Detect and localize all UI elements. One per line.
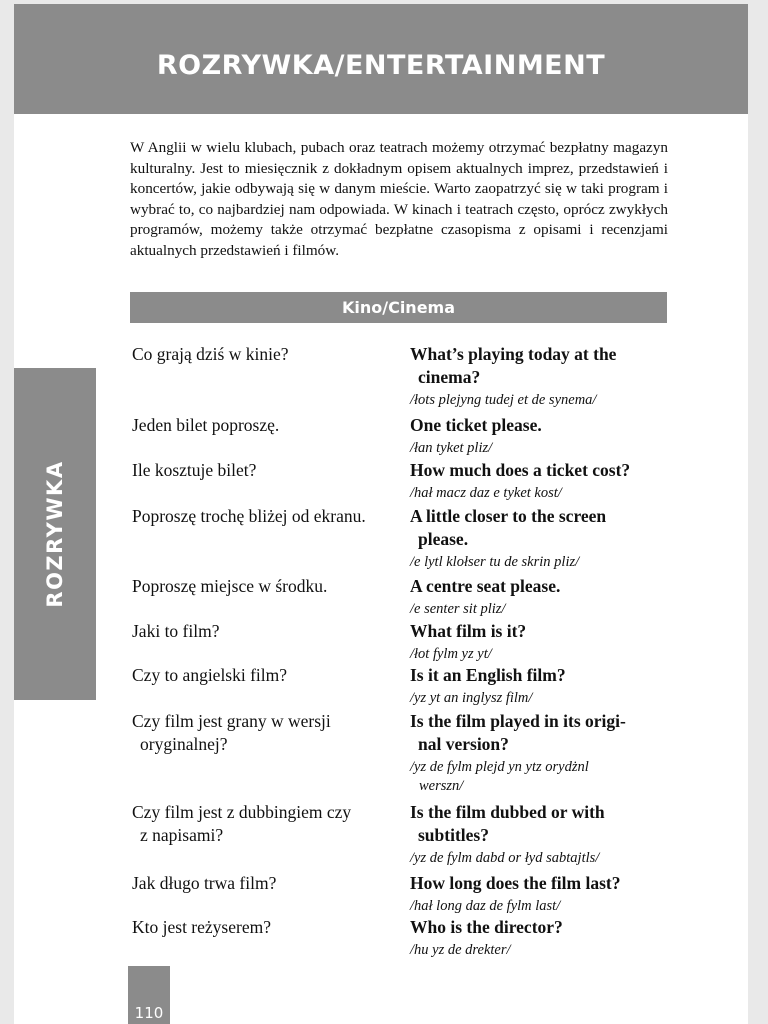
english-phrase xyxy=(410,459,710,482)
book-page xyxy=(14,4,748,1024)
polish-phrase-line: Czy film jest z dubbingiem czy xyxy=(132,802,352,822)
polish-phrase-line: Czy film jest grany w wersji xyxy=(132,711,331,731)
english-phrase xyxy=(410,505,710,551)
pronunciation xyxy=(410,849,710,868)
pronunciation-line: /hał long daz de fylm last/ xyxy=(410,898,561,914)
page-number-tab xyxy=(128,966,170,1024)
english-phrase xyxy=(410,872,710,895)
english-phrase-line: What’s playing today at the xyxy=(410,344,617,364)
english-phrase xyxy=(410,710,710,756)
polish-phrase xyxy=(132,505,404,528)
pronunciation xyxy=(410,897,710,916)
english-phrase-line: What film is it? xyxy=(410,621,527,641)
pronunciation-line: /yz de fylm dabd or łyd sabtajtls/ xyxy=(410,850,600,866)
pronunciation-line: /hu yz de drekter/ xyxy=(410,942,511,958)
english-phrase xyxy=(410,414,710,437)
polish-phrase xyxy=(132,575,404,598)
chapter-title: ROZRYWKA/ENTERTAINMENT xyxy=(156,50,606,81)
pronunciation xyxy=(410,758,710,796)
side-tab xyxy=(14,368,96,700)
chapter-header xyxy=(14,4,748,114)
english-phrase-line: please. xyxy=(418,529,469,549)
page-number: 110 xyxy=(134,1004,164,1022)
polish-phrase-line: Ile kosztuje bilet? xyxy=(132,460,257,480)
section-header xyxy=(130,292,667,323)
polish-phrase-line: Jaki to film? xyxy=(132,621,220,641)
pronunciation xyxy=(410,689,710,708)
pronunciation xyxy=(410,600,710,619)
english-phrase-line: Is it an English film? xyxy=(410,665,566,685)
english-phrase xyxy=(410,916,710,939)
polish-phrase xyxy=(132,916,404,939)
english-phrase-line: Is the film dubbed or with xyxy=(410,802,605,822)
english-phrase xyxy=(410,575,710,598)
pronunciation-line: /e senter sit pliz/ xyxy=(410,601,506,617)
polish-phrase-line: z napisami? xyxy=(140,825,224,845)
polish-phrase-line: Jeden bilet poproszę. xyxy=(132,415,280,435)
english-phrase-line: nal version? xyxy=(418,734,509,754)
polish-phrase xyxy=(132,414,404,437)
polish-phrase-line: Poproszę miejsce w środku. xyxy=(132,576,328,596)
polish-phrase-line: Poproszę trochę bliżej od ekranu. xyxy=(132,506,366,526)
english-phrase-line: One ticket please. xyxy=(410,415,542,435)
section-title: Kino/Cinema xyxy=(341,298,456,317)
english-phrase-line: A centre seat please. xyxy=(410,576,561,596)
english-phrase-line: How much does a ticket cost? xyxy=(410,460,631,480)
polish-phrase xyxy=(132,459,404,482)
english-phrase-line: How long does the film last? xyxy=(410,873,621,893)
english-phrase-line: subtitles? xyxy=(418,825,489,845)
pronunciation-line: /yz de fylm plejd yn ytz orydżnl xyxy=(410,759,589,775)
pronunciation-line: /łots plejyng tudej et de synema/ xyxy=(410,392,597,408)
pronunciation xyxy=(410,391,710,410)
pronunciation xyxy=(410,645,710,664)
english-phrase-line: Is the film played in its origi- xyxy=(410,711,626,731)
pronunciation xyxy=(410,484,710,503)
polish-phrase-line: oryginalnej? xyxy=(140,734,228,754)
english-phrase xyxy=(410,801,710,847)
pronunciation-line: /yz yt an inglysz film/ xyxy=(410,690,533,706)
polish-phrase xyxy=(132,343,404,366)
pronunciation-line: /łan tyket pliz/ xyxy=(410,440,493,456)
english-phrase xyxy=(410,620,710,643)
polish-phrase xyxy=(132,620,404,643)
pronunciation-line: werszn/ xyxy=(419,778,464,794)
polish-phrase xyxy=(132,872,404,895)
english-phrase xyxy=(410,343,710,389)
english-phrase-line: cinema? xyxy=(418,367,481,387)
pronunciation-line: /hał macz daz e tyket kost/ xyxy=(410,485,562,501)
polish-phrase-line: Czy to angielski film? xyxy=(132,665,288,685)
polish-phrase-line: Co grają dziś w kinie? xyxy=(132,344,289,364)
side-tab-label: ROZRYWKA xyxy=(43,460,67,608)
pronunciation-line: /e lytl klołser tu de skrin pliz/ xyxy=(410,554,580,570)
english-phrase-line: A little closer to the screen xyxy=(410,506,607,526)
english-phrase xyxy=(410,664,710,687)
polish-phrase xyxy=(132,664,404,687)
intro-paragraph: W Anglii w wielu klubach, pubach oraz teatrach możemy otrzymać bezpłatny magazyn kulturalny. Jest to miesięcznik z dokładnym opisem aktualnych imprez, przedstawień i koncertów, jakie odbywają się w danym mieście. Warto zaopatrzyć się w taki program i wybrać to, co najbardziej nam odpowiada. W kinach i teatrach często, oprócz zwykłych programów, możemy także otrzymać bezpłatne czasopisma z opisami i recenzjami aktualnych przedstawień i filmów. xyxy=(130,139,668,259)
english-phrase-line: Who is the director? xyxy=(410,917,563,937)
pronunciation-line: /łot fylm yz yt/ xyxy=(410,646,492,662)
pronunciation xyxy=(410,439,710,458)
pronunciation xyxy=(410,941,710,960)
polish-phrase-line: Kto jest reżyserem? xyxy=(132,917,271,937)
polish-phrase xyxy=(132,801,404,847)
pronunciation xyxy=(410,553,710,572)
polish-phrase xyxy=(132,710,404,756)
polish-phrase-line: Jak długo trwa film? xyxy=(132,873,277,893)
